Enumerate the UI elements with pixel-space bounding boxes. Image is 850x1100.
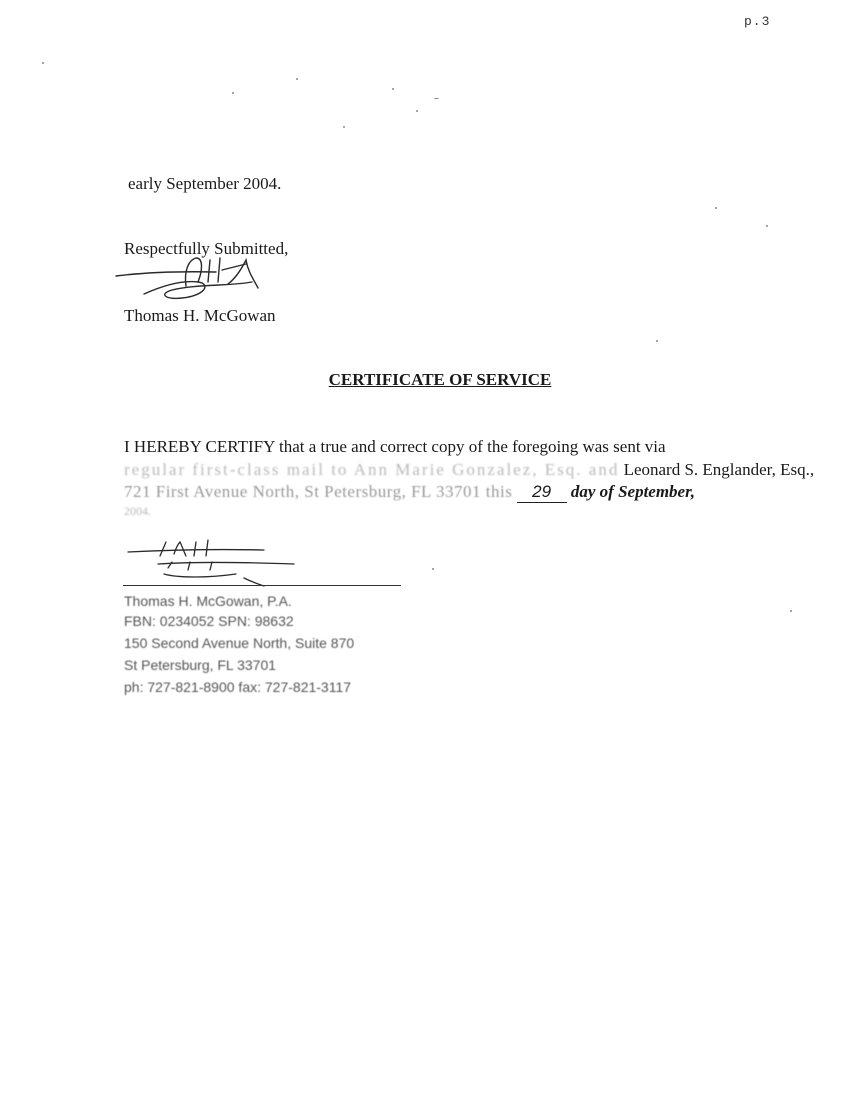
handwritten-signature <box>118 538 298 588</box>
certificate-line-4: 2004. <box>124 504 151 518</box>
phone-fax: ph: 727-821-8900 fax: 727-821-3117 <box>124 679 352 695</box>
closing-salutation: Respectfully Submitted, <box>124 239 289 258</box>
certificate-line-2 <box>124 460 815 480</box>
scan-speck <box>434 98 439 99</box>
scan-speck <box>392 88 394 90</box>
scan-speck <box>432 568 434 570</box>
certificate-line-3 <box>124 482 695 503</box>
scan-speck <box>715 207 717 209</box>
scan-speck <box>656 340 658 342</box>
scan-speck <box>296 78 298 80</box>
certificate-line-1: I HEREBY CERTIFY that a true and correct copy of the foregoing was sent via <box>124 437 666 456</box>
page-number: p.3 <box>744 14 771 29</box>
street-address: 150 Second Avenue North, Suite 870 <box>124 635 355 651</box>
signature-line <box>123 585 401 586</box>
handwritten-signature <box>112 252 272 304</box>
scan-speck <box>232 92 234 94</box>
closing-fragment: early September 2004. <box>128 174 282 193</box>
scan-speck <box>416 110 418 112</box>
bar-numbers: FBN: 0234052 SPN: 98632 <box>124 613 294 629</box>
scan-speck <box>766 225 768 227</box>
recipient-text: Leonard S. Englander, Esq., <box>623 460 815 479</box>
certificate-heading: CERTIFICATE OF SERVICE <box>328 370 552 389</box>
signer-name: Thomas H. McGowan <box>124 306 276 325</box>
firm-name: Thomas H. McGowan, P.A. <box>124 593 292 609</box>
scan-speck <box>343 126 345 128</box>
scan-speck <box>42 62 44 64</box>
service-day: 29 <box>517 482 567 503</box>
city-address: St Petersburg, FL 33701 <box>124 657 277 673</box>
faded-address: 721 First Avenue North, St Petersburg, FL 33701 this <box>124 482 513 501</box>
scan-speck <box>790 610 792 612</box>
faded-text: regular first-class mail to Ann Marie Gonzalez, Esq. and <box>124 460 620 479</box>
service-month: day of September, <box>570 482 696 501</box>
